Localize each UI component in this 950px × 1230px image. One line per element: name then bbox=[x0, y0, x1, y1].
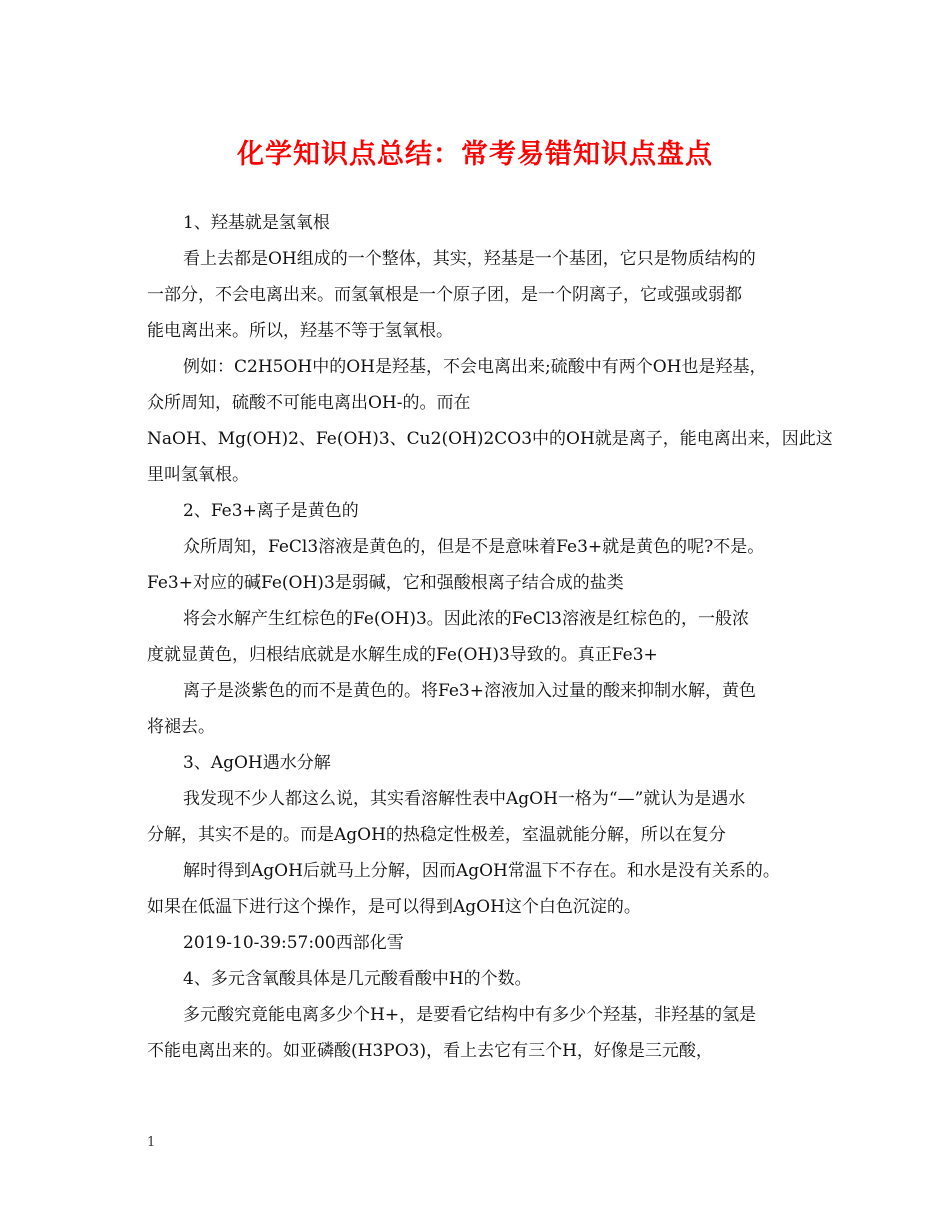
page-title: 化学知识点总结：常考易错知识点盘点 bbox=[237, 139, 713, 170]
paragraph-line: 我发现不少人都这么说，其实看溶解性表中AgOH一格为“—”就认为是遇水 bbox=[183, 789, 746, 809]
section-heading: 3、AgOH遇水分解 bbox=[183, 753, 331, 773]
section-heading: 2、Fe3+离子是黄色的 bbox=[183, 501, 359, 521]
timestamp-line: 2019-10-39:57:00西部化雪 bbox=[183, 933, 404, 953]
paragraph-line: 不能电离出来的。如亚磷酸(H3PO3)，看上去它有三个H，好像是三元酸， bbox=[147, 1041, 713, 1061]
paragraph-line: 将会水解产生红棕色的Fe(OH)3。因此浓的FeCl3溶液是红棕色的，一般浓 bbox=[183, 609, 749, 629]
paragraph-line: 如果在低温下进行这个操作，是可以得到AgOH这个白色沉淀的。 bbox=[147, 897, 641, 917]
paragraph-line: 解时得到AgOH后就马上分解，因而AgOH常温下不存在。和水是没有关系的。 bbox=[183, 861, 780, 881]
paragraph-line: 众所周知，FeCl3溶液是黄色的，但是不是意味着Fe3+就是黄色的呢?不是。 bbox=[183, 537, 765, 557]
paragraph-line: NaOH、Mg(OH)2、Fe(OH)3、Cu2(OH)2CO3中的OH就是离子，能电离出来，因此这 bbox=[147, 429, 833, 449]
section-heading: 4、多元含氧酸具体是几元酸看酸中H的个数。 bbox=[183, 969, 532, 989]
paragraph-line: 多元酸究竟能电离多少个H+，是要看它结构中有多少个羟基，非羟基的氢是 bbox=[183, 1005, 757, 1025]
paragraph-line: 分解，其实不是的。而是AgOH的热稳定性极差，室温就能分解，所以在复分 bbox=[147, 825, 726, 845]
paragraph-line: 离子是淡紫色的而不是黄色的。将Fe3+溶液加入过量的酸来抑制水解，黄色 bbox=[183, 681, 756, 701]
paragraph-line: 度就显黄色，归根结底就是水解生成的Fe(OH)3导致的。真正Fe3+ bbox=[147, 645, 658, 665]
document-body bbox=[147, 205, 833, 1069]
paragraph-line: 看上去都是OH组成的一个整体，其实，羟基是一个基团，它只是物质结构的 bbox=[183, 249, 756, 269]
paragraph-line: 能电离出来。所以，羟基不等于氢氧根。 bbox=[147, 321, 453, 341]
section-heading: 1、羟基就是氢氧根 bbox=[183, 213, 330, 233]
paragraph-line: 里叫氢氧根。 bbox=[147, 465, 249, 485]
paragraph-line: 众所周知，硫酸不可能电离出OH-的。而在 bbox=[147, 393, 471, 413]
paragraph-line: 例如：C2H5OH中的OH是羟基，不会电离出来;硫酸中有两个OH也是羟基， bbox=[183, 357, 767, 377]
page-number: 1 bbox=[147, 1135, 156, 1150]
paragraph-line: Fe3+对应的碱Fe(OH)3是弱碱，它和强酸根离子结合成的盐类 bbox=[147, 573, 624, 593]
paragraph-line: 将褪去。 bbox=[147, 717, 215, 737]
paragraph-line: 一部分，不会电离出来。而氢氧根是一个原子团，是一个阴离子，它或强或弱都 bbox=[147, 285, 742, 305]
